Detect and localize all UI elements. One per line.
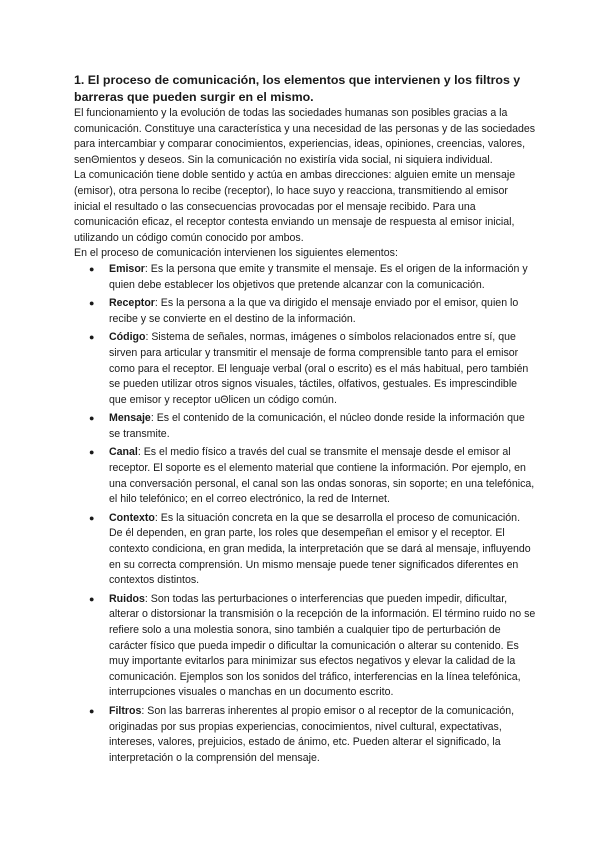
list-item-receptor — [89, 296, 536, 327]
list-item-codigo — [89, 330, 536, 408]
bullet-icon: ● — [89, 705, 95, 716]
bullet-icon: ● — [89, 447, 95, 458]
term-label: Código — [109, 331, 146, 344]
intro-paragraph-1: El funcionamiento y la evolución de todas las sociedades humanas son posibles gracias a la comunicación. Constituye una característica y una necesidad de las personas y de las sociedades para intercambiar y comparar conocimientos, experiencias, ideas, opiniones, creencias, valores, senΘmientos y deseos. Sin la comunicación no existiría vida social, ni siquiera individual. — [74, 107, 536, 166]
document-page — [74, 72, 536, 769]
list-item-emisor — [89, 262, 536, 293]
bullet-icon: ● — [89, 512, 95, 523]
bullet-icon: ● — [89, 332, 95, 343]
term-label: Mensaje — [109, 412, 151, 425]
term-description: : Es la persona a la que va dirigido el mensaje enviado por el emisor, quien lo recibe y se convierte en el destino de la información. — [109, 297, 519, 325]
list-item-canal — [89, 445, 536, 507]
term-description: : Es el medio físico a través del cual se transmite el mensaje desde el emisor al receptor. El soporte es el elemento material que contiene la información. Por ejemplo, en una conversación personal, el canal son las ondas sonoras, sin soporte; en una telefónica, el hilo telefónico; en el correo electrónico, la red de Internet. — [109, 446, 535, 506]
list-item-filtros — [89, 704, 536, 766]
term-label: Contexto — [109, 511, 155, 524]
bullet-icon: ● — [89, 298, 95, 309]
elements-list — [74, 262, 536, 766]
bullet-icon: ● — [89, 593, 95, 604]
section-title: 1. El proceso de comunicación, los elementos que intervienen y los filtros y barreras que pueden surgir en el mismo. — [74, 73, 521, 104]
term-description: : Es el contenido de la comunicación, el núcleo donde reside la información que se transmite. — [109, 412, 525, 440]
term-label: Emisor — [109, 262, 145, 275]
term-description: : Es la situación concreta en la que se desarrolla el proceso de comunicación. De él dependen, en gran parte, los roles que desempeñan el emisor y el receptor. El contexto condiciona, en gran medida, la interpretación que se dará al mensaje, influyendo en su correcta comprensión. Un mismo mensaje puede tener significados diferentes en contextos distintos. — [109, 511, 531, 587]
intro-paragraph-3: En el proceso de comunicación intervienen los siguientes elementos: — [74, 247, 398, 260]
term-label: Ruidos — [109, 592, 145, 605]
term-label: Canal — [109, 446, 138, 459]
term-description: : Son las barreras inherentes al propio emisor o al receptor de la comunicación, originadas por sus propias experiencias, conocimientos, nivel cultural, expectativas, intereses, valores, prejuicios, estado de ánimo, etc. Pueden alterar el significado, la interpretación o la comprensión del mensaje. — [109, 704, 515, 764]
term-description: : Son todas las perturbaciones o interferencias que pueden impedir, dificultar, alterar o distorsionar la transmisión o la recepción de la información. El término ruido no se refiere solo a una molestia sonora, sino también a cualquier tipo de perturbación de carácter físico que pueda impedir o dificultar la comunicación o alterar su contenido. Es muy importante evitarlos para minimizar sus efectos negativos y elevar la calidad de la comunicación. Ejemplos son los sonidos del tráfico, interferencias en la línea telefónica, interrupciones visuales o manchas en un documento escrito. — [109, 592, 536, 699]
list-item-ruidos — [89, 592, 536, 701]
bullet-icon: ● — [89, 413, 95, 424]
term-label: Filtros — [109, 704, 142, 717]
term-label: Receptor — [109, 297, 155, 310]
term-description: : Sistema de señales, normas, imágenes o símbolos relacionados entre sí, que sirven para articular y transmitir el mensaje de forma comprensible tanto para el emisor como para el receptor. El lenguaje verbal (oral o escrito) es el más habitual, pero también se pueden utilizar otros signos visuales, táctiles, olfativos, gestuales. Es imprescindible que emisor y receptor uΘlicen un código común. — [109, 331, 529, 406]
intro-paragraph-2: La comunicación tiene doble sentido y actúa en ambas direcciones: alguien emite un mensaje (emisor), otra persona lo recibe (receptor), lo hace suyo y reacciona, transmitiendo al emisor inicial el resultado o las consecuencias provocadas por el mensaje recibido. Para una comunicación eficaz, el receptor contesta enviando un mensaje de respuesta al emisor inicial, utilizando un código común conocido por ambos. — [74, 169, 516, 244]
list-item-contexto — [89, 511, 536, 589]
bullet-icon: ● — [89, 263, 95, 274]
list-item-mensaje — [89, 411, 536, 442]
term-description: : Es la persona que emite y transmite el mensaje. Es el origen de la información y quien debe establecer los objetivos que pretende alcanzar con la comunicación. — [109, 262, 528, 291]
